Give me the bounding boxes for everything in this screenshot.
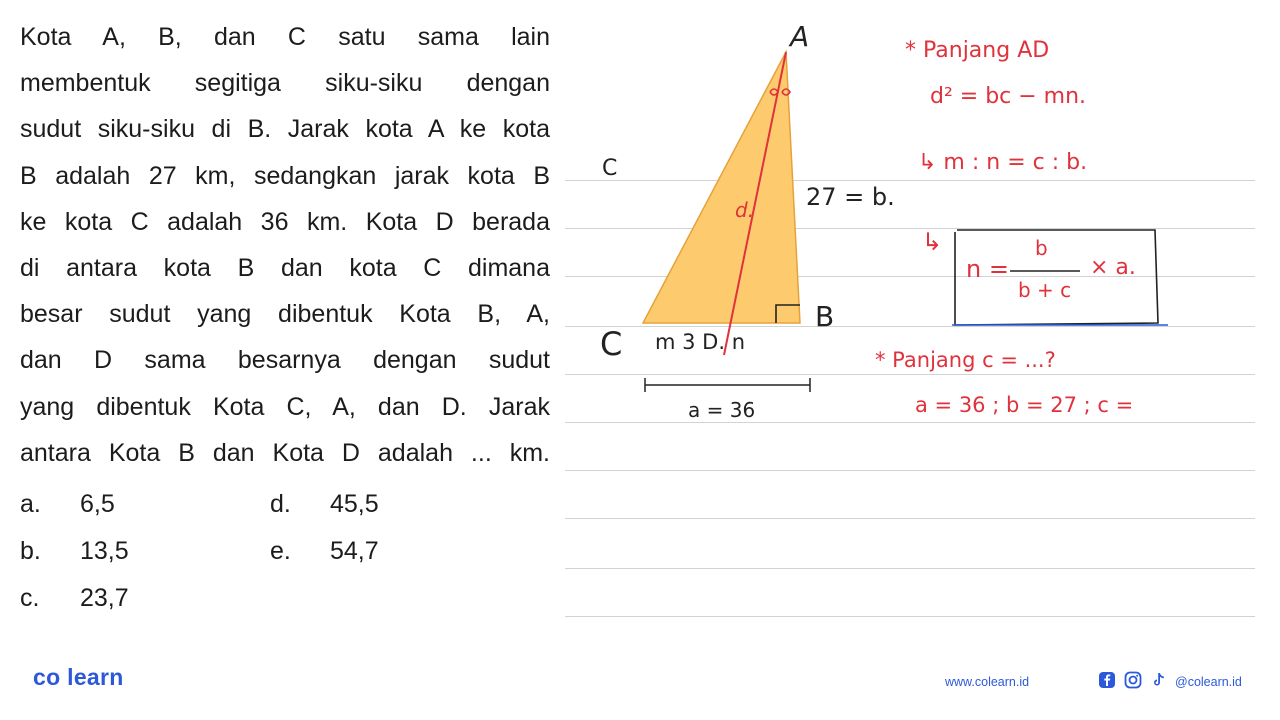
question-line: membentuk segitiga siku-siku dengan xyxy=(20,69,550,98)
note-ratio: ↳ m : n = c : b. xyxy=(918,150,1088,175)
question-line: di antara kota B dan kota C dimana xyxy=(20,254,550,283)
note-title-c: * Panjang c = ...? xyxy=(875,348,1056,372)
option-letter: c. xyxy=(20,584,40,612)
option-letter: b. xyxy=(20,537,41,565)
tiktok-icon[interactable] xyxy=(1150,671,1168,689)
question-line: Kota A, B, dan C satu sama lain xyxy=(20,23,550,51)
note-formula-d: d² = bc − mn. xyxy=(930,84,1087,109)
question-line: dan D sama besarnya dengan sudut xyxy=(20,346,550,375)
option-value: 23,7 xyxy=(80,584,129,612)
colearn-logo: co learn xyxy=(33,664,124,690)
triangle-abc xyxy=(643,52,800,323)
base-a-label: a = 36 xyxy=(688,398,756,422)
option-value: 13,5 xyxy=(80,537,129,565)
question-line: B adalah 27 km, sedangkan jarak kota B xyxy=(20,161,550,190)
option-letter: e. xyxy=(270,537,291,565)
boxed-lhs: n = xyxy=(966,255,1009,283)
question-line: besar sudut yang dibentuk Kota B, A, xyxy=(20,300,550,329)
vertex-a-label: A xyxy=(790,20,810,53)
note-title-ad: * Panjang AD xyxy=(905,38,1050,63)
boxed-denominator: b + c xyxy=(1018,278,1072,302)
option-value: 6,5 xyxy=(80,490,115,518)
footer-url[interactable]: www.colearn.id xyxy=(945,675,1030,689)
instagram-icon[interactable] xyxy=(1124,671,1142,689)
boxed-rhs: × a. xyxy=(1090,255,1136,280)
social-handle[interactable]: @colearn.id xyxy=(1175,675,1242,689)
option-letter: d. xyxy=(270,490,291,518)
option-value: 54,7 xyxy=(330,537,379,565)
segment-mn-label: m 3 D. n xyxy=(655,330,745,354)
side-c-label: C xyxy=(602,156,618,181)
question-line: sudut siku-siku di B. Jarak kota A ke kota xyxy=(20,115,550,144)
question-line: ke kota C adalah 36 km. Kota D berada xyxy=(20,207,550,236)
note-given: a = 36 ; b = 27 ; c = xyxy=(915,393,1134,417)
boxed-numerator: b xyxy=(1035,236,1048,260)
vertex-b-label: B xyxy=(815,300,835,333)
facebook-icon[interactable] xyxy=(1098,671,1116,689)
option-value: 45,5 xyxy=(330,490,379,518)
bisector-d-label: d. xyxy=(735,198,755,222)
note-arrow-icon: ↳ xyxy=(922,228,943,256)
option-letter: a. xyxy=(20,490,41,518)
side-b-label: 27 = b. xyxy=(806,183,895,211)
question-line: yang dibentuk Kota C, A, dan D. Jarak xyxy=(20,392,550,421)
vertex-c-label: C xyxy=(600,325,623,363)
question-line: antara Kota B dan Kota D adalah ... km. xyxy=(20,438,550,467)
